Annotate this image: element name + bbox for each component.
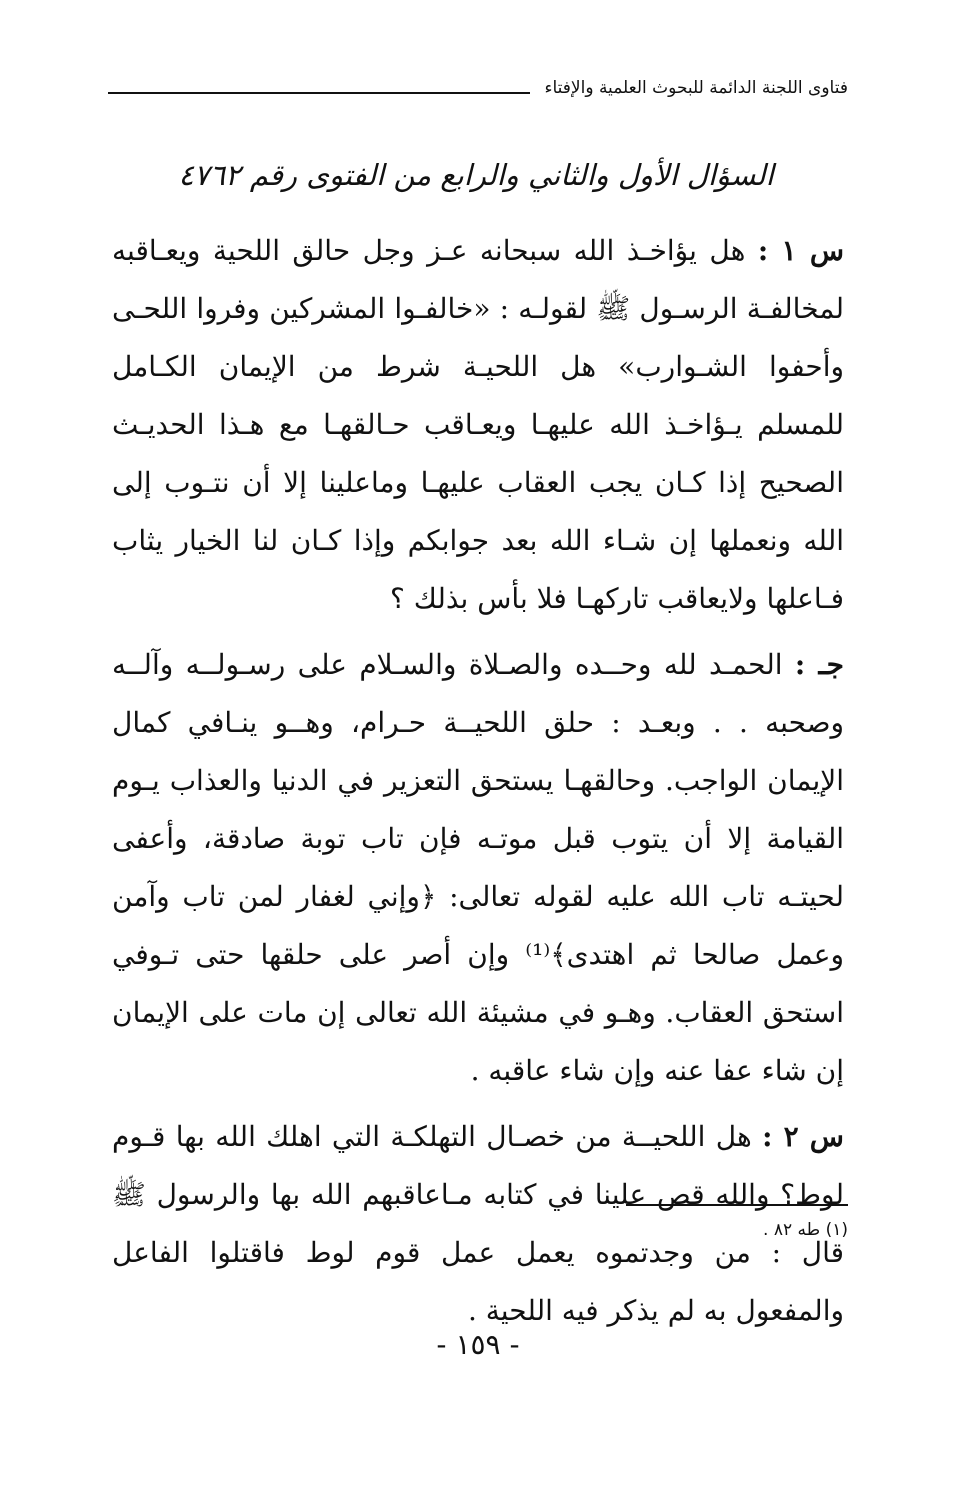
page-number: - ١٥٩ - xyxy=(436,1328,520,1361)
question-1-label: س ١ : xyxy=(757,234,844,267)
question-2-text: هل اللحيــة من خصـال التهلكـة التي اهلك الله بها قـوم لوط؟ والله قص علينا في كتابه مـاعاقبهم الله بها والرسول ﷺ قال : من وجدتموه يعمل عمل قوم لوط فاقتلوا الفاعل والمفعول به لم يذكر فيه اللحية . xyxy=(112,1120,844,1327)
header-rule xyxy=(108,92,530,94)
fatwa-body xyxy=(112,222,844,1348)
footnote-rule xyxy=(626,1204,848,1206)
running-header xyxy=(108,78,848,98)
question-2-label: س ٢ : xyxy=(762,1120,844,1153)
answer-1-label: جـ : xyxy=(794,648,844,681)
answer-1 xyxy=(112,636,844,1100)
answer-1-text: الحمـد لله وحــده والصـلاة والسـلام على رسـولــه وآلــه وصحبه . . وبعـد : حلق اللحيــة حـرام، وهــو ينـافي كمال الإيمان الواجب. وحالقهـا يستحق التعزير في الدنيا والعذاب يـوم القيامة إلا أن يتوب قبل موتـه فإن تاب توبة صادقة، وأعفى لحيتـه تاب الله عليه لقوله تعالى: ﴿وإني لغفار لمن تاب وآمن وعمل صالحا ثم اهتدى﴾⁽¹⁾ وإن أصر على حلقها حتى تـوفي استحق العقاب. وهـو في مشيئة الله تعالى إن مات على الإيمان إن شاء عفا عنه وإن شاء عاقبه . xyxy=(112,648,844,1087)
question-1 xyxy=(112,222,844,628)
question-1-text: هل يؤاخـذ الله سبحانه عـز وجل حالق اللحية ويعـاقبه لمخالفـة الرسـول ﷺ لقولـه : «خالفـوا المشركين وفروا اللحـى وأحفوا الشـوارب» هل اللحيـة شرط من الإيمان الكـامل للمسلم يـؤاخـذ الله عليهـا ويعـاقب حـالقهـا مع هـذا الحديـث الصحيح إذا كـان يجب العقاب عليهـا وماعلينا إلا أن نتـوب إلى الله ونعملها إن شـاء الله بعد جوابكم وإذا كـان لنا الخيار يثاب فـاعلها ولايعاقب تاركهـا فلا بأس بذلك ؟ xyxy=(112,234,844,615)
header-title: فتاوى اللجنة الدائمة للبحوث العلمية والإفتاء xyxy=(544,78,848,98)
footnote: (١) طه ٨٢ . xyxy=(763,1220,848,1240)
section-title: السؤال الأول والثاني والرابع من الفتوى رقم ٤٧٦٢ xyxy=(178,158,774,192)
question-2 xyxy=(112,1108,844,1340)
